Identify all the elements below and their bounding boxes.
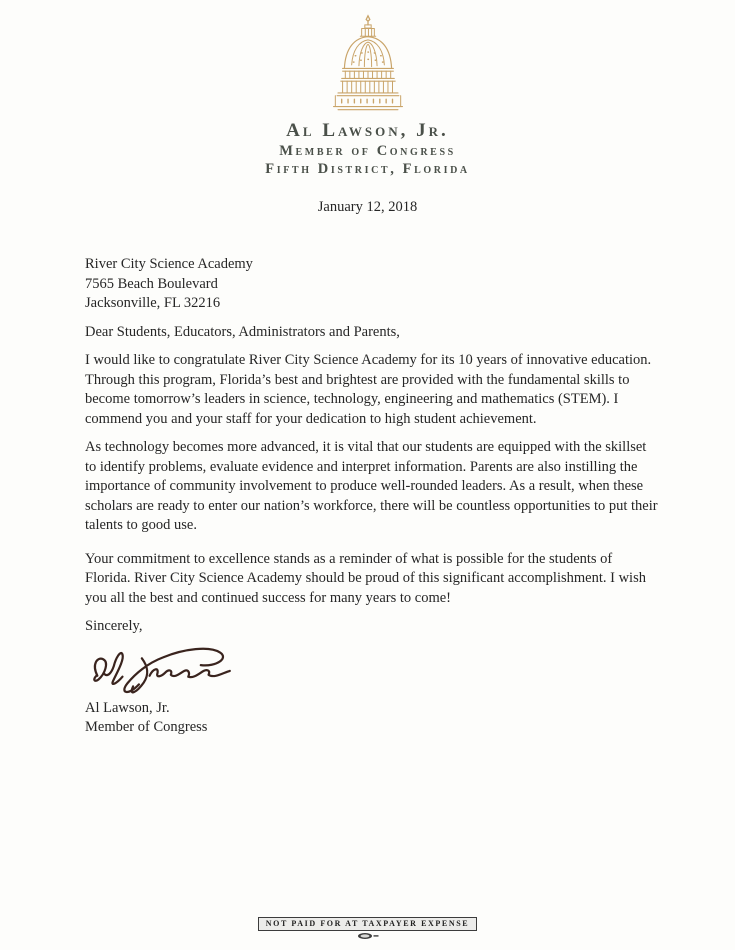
recipient-line: 7565 Beach Boulevard (85, 275, 218, 292)
signature-name: Al Lawson, Jr. (85, 699, 170, 716)
signature-title: Member of Congress (85, 719, 208, 736)
sender-title: Member of Congress (279, 143, 456, 159)
salutation: Dear Students, Educators, Administrators and Parents, (85, 323, 400, 340)
paragraph-3: Your commitment to excellence stands as a reminder of what is possible for the students of Florida. River City Science Academy should be proud of this significant accomplishment. I wish you all the best and continued success for many years to come! (85, 550, 646, 606)
sender-district: Fifth District, Florida (265, 161, 470, 178)
signature-block (80, 639, 735, 738)
sender-name: Al Lawson, Jr. (286, 120, 449, 141)
recipient-line: River City Science Academy (85, 256, 253, 273)
letter-body (85, 255, 660, 637)
printer-union-bug-icon (355, 932, 381, 940)
closing: Sincerely, (85, 618, 143, 635)
paragraph-1: I would like to congratulate River City Science Academy for its 10 years of innovative education. Through this program, Florida’s best and brightest are provided with the fundamental skills to become tomorrow’s leaders in science, technology, engineering and mathematics (STEM). I commend you and your staff for your dedication to high student achievement. (85, 352, 652, 427)
capitol-dome-icon (322, 14, 414, 112)
paragraph-2: As technology becomes more advanced, it is vital that our students are equipped with the skillset to identify problems, evaluate evidence and interpret information. Parents are also instilling the importance of community involvement to produce well-rounded leaders. As a result, when these scholars are ready to enter our nation’s workforce, there will be countless opportunities to put their talents to good use. (85, 439, 658, 534)
letter-footer (0, 913, 735, 940)
taxpayer-disclaimer: NOT PAID FOR AT TAXPAYER EXPENSE (258, 917, 477, 931)
letter-date: January 12, 2018 (317, 199, 418, 216)
recipient-line: Jacksonville, FL 32216 (85, 295, 221, 312)
letterhead (0, 0, 735, 178)
recipient-address (85, 255, 660, 314)
signature-icon (82, 639, 250, 697)
